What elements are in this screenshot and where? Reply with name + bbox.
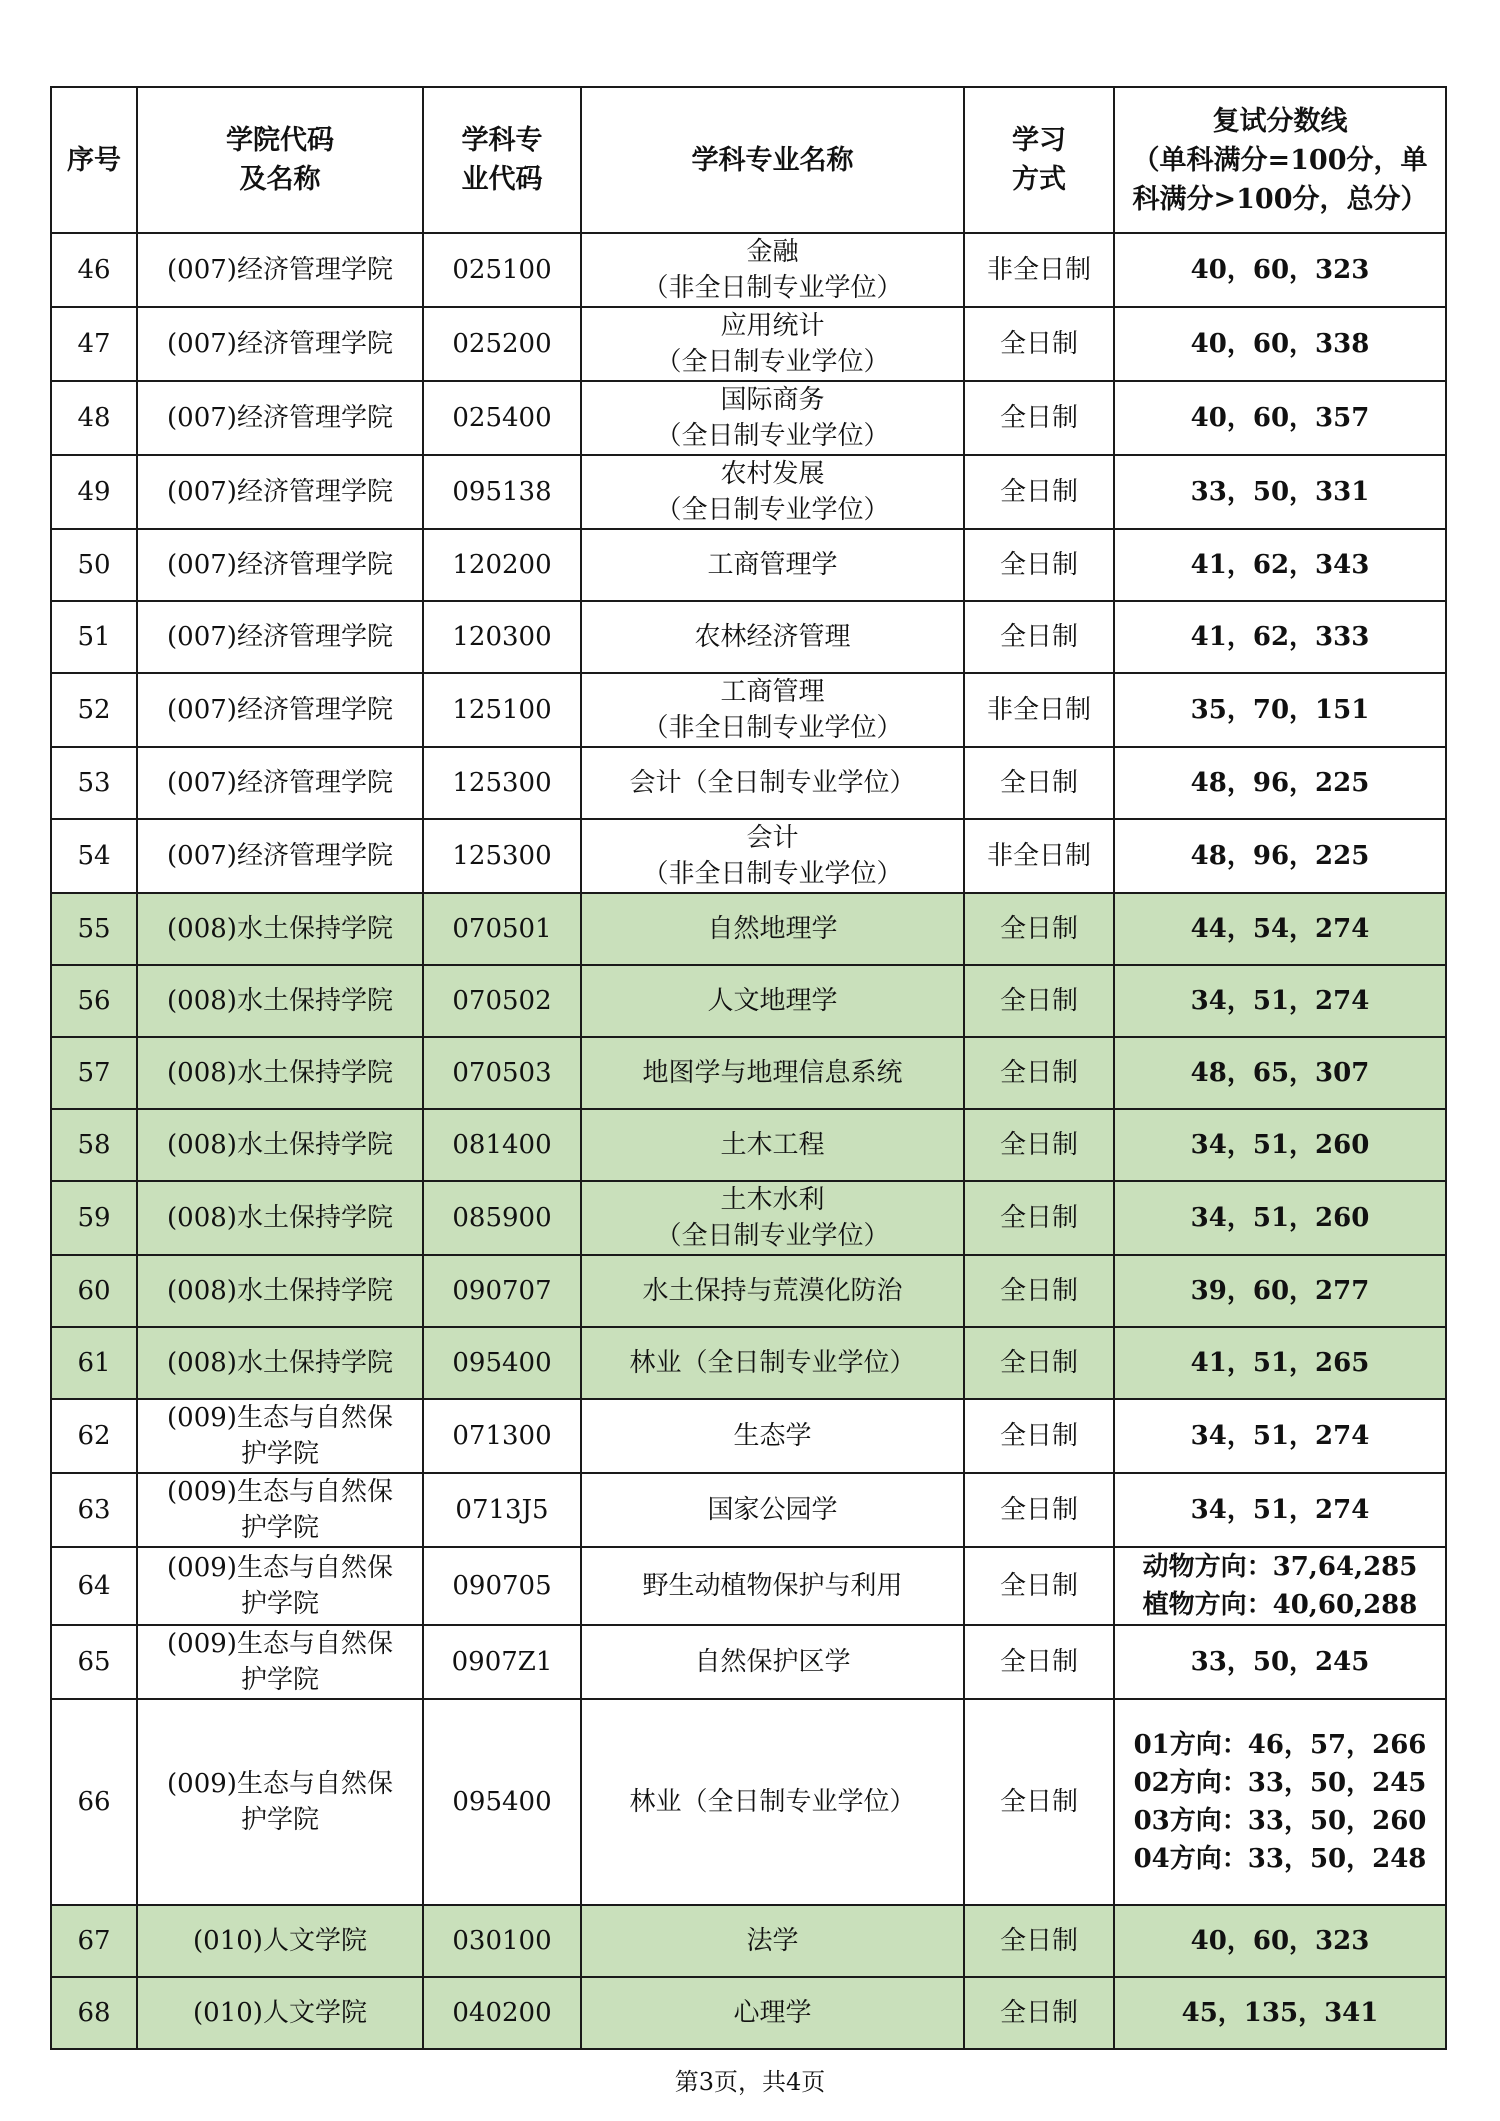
table-body: [51, 233, 1446, 2049]
cell-mode: 非全日制: [964, 673, 1114, 747]
cell-code: 125300: [423, 747, 581, 819]
cell-major-name: [581, 965, 964, 1037]
score-line: 41，62，343: [1190, 550, 1370, 580]
cell-no: 56: [51, 965, 137, 1037]
score-line: 34，51，260: [1190, 1130, 1370, 1160]
college-line: (008)水土保持学院: [167, 1058, 393, 1088]
cell-code: 125100: [423, 673, 581, 747]
college-line: (007)经济管理学院: [167, 329, 393, 359]
college-line: (009)生态与自然保: [167, 1403, 393, 1433]
cell-college: [137, 1399, 423, 1473]
major-name-line: 自然地理学: [707, 914, 838, 944]
table-row: [51, 381, 1446, 455]
score-line: 40，60，323: [1190, 255, 1370, 285]
cell-major-name: [581, 819, 964, 893]
college-line: (007)经济管理学院: [167, 403, 393, 433]
major-name-line: 农村发展: [720, 459, 825, 489]
table-row: [51, 965, 1446, 1037]
cell-score: [1114, 1109, 1446, 1181]
cell-no: 57: [51, 1037, 137, 1109]
major-name-line: （全日制专业学位）: [655, 1221, 890, 1251]
cell-score: [1114, 1255, 1446, 1327]
cell-code: 120300: [423, 601, 581, 673]
score-line: 40，60，357: [1190, 403, 1370, 433]
cell-score: [1114, 1547, 1446, 1625]
cell-major-name: [581, 1699, 964, 1905]
cell-code: 070501: [423, 893, 581, 965]
cell-no: 51: [51, 601, 137, 673]
major-name-line: （全日制专业学位）: [655, 421, 890, 451]
cell-mode: 全日制: [964, 307, 1114, 381]
major-name-line: （非全日制专业学位）: [642, 859, 903, 889]
cell-major-name: [581, 381, 964, 455]
cell-college: [137, 1327, 423, 1399]
cell-no: 50: [51, 529, 137, 601]
cell-no: 47: [51, 307, 137, 381]
cell-mode: 全日制: [964, 1473, 1114, 1547]
cell-score: [1114, 1905, 1446, 1977]
cell-college: [137, 819, 423, 893]
cell-code: 070502: [423, 965, 581, 1037]
cell-score: [1114, 455, 1446, 529]
college-line: (007)经济管理学院: [167, 695, 393, 725]
major-name-line: （全日制专业学位）: [655, 347, 890, 377]
cell-college: [137, 1699, 423, 1905]
cell-score: [1114, 747, 1446, 819]
cell-mode: 全日制: [964, 381, 1114, 455]
cell-mode: 全日制: [964, 1181, 1114, 1255]
score-line: 41，62，333: [1190, 622, 1370, 652]
cell-code: 0907Z1: [423, 1625, 581, 1699]
score-line: 04方向：33，50，248: [1133, 1844, 1427, 1874]
table-row: [51, 1037, 1446, 1109]
cell-no: 65: [51, 1625, 137, 1699]
major-name-line: 工商管理学: [707, 550, 838, 580]
cell-major-name: [581, 1109, 964, 1181]
cell-college: [137, 1109, 423, 1181]
table-row: [51, 819, 1446, 893]
score-line: 39，60，277: [1190, 1276, 1370, 1306]
major-name-line: 水土保持与荒漠化防治: [642, 1276, 903, 1306]
cell-major-name: [581, 1181, 964, 1255]
cell-major-name: [581, 747, 964, 819]
header-code-line: 学科专: [461, 125, 543, 156]
table-row: [51, 1399, 1446, 1473]
cell-college: [137, 673, 423, 747]
cell-no: 60: [51, 1255, 137, 1327]
header-name: 学科专业名称: [581, 87, 964, 233]
cell-code: 025400: [423, 381, 581, 455]
page-footer: 第3页，共4页: [674, 2068, 826, 2096]
table-row: [51, 1625, 1446, 1699]
cell-major-name: [581, 1547, 964, 1625]
cell-code: 095400: [423, 1327, 581, 1399]
cell-score: [1114, 965, 1446, 1037]
cell-college: [137, 1473, 423, 1547]
college-line: 护学院: [240, 1513, 319, 1543]
score-line: 41，51，265: [1190, 1348, 1370, 1378]
cell-score: [1114, 307, 1446, 381]
cell-college: [137, 1037, 423, 1109]
major-name-line: 土木水利: [720, 1185, 825, 1215]
cell-major-name: [581, 1037, 964, 1109]
cell-score: [1114, 1625, 1446, 1699]
cell-mode: 全日制: [964, 529, 1114, 601]
cell-major-name: [581, 673, 964, 747]
cell-mode: 全日制: [964, 1905, 1114, 1977]
cell-code: 025200: [423, 307, 581, 381]
college-line: (008)水土保持学院: [167, 986, 393, 1016]
cell-major-name: [581, 307, 964, 381]
cell-college: [137, 1547, 423, 1625]
major-name-line: 会计: [746, 823, 799, 853]
cell-major-name: [581, 1977, 964, 2049]
college-line: (008)水土保持学院: [167, 1276, 393, 1306]
cell-code: 095400: [423, 1699, 581, 1905]
cell-score: [1114, 529, 1446, 601]
header-mode-line: 方式: [1012, 164, 1066, 195]
cell-score: [1114, 1399, 1446, 1473]
cell-no: 62: [51, 1399, 137, 1473]
major-name-line: 国际商务: [720, 385, 825, 415]
table-row: [51, 1473, 1446, 1547]
college-line: (010)人文学院: [193, 1926, 367, 1956]
cell-score: [1114, 893, 1446, 965]
score-line: 01方向：46，57，266: [1133, 1730, 1427, 1760]
cell-no: 61: [51, 1327, 137, 1399]
table-row: [51, 1905, 1446, 1977]
cell-college: [137, 601, 423, 673]
cell-no: 48: [51, 381, 137, 455]
score-line: 34，51，274: [1190, 986, 1370, 1016]
cell-no: 64: [51, 1547, 137, 1625]
cell-college: [137, 455, 423, 529]
cell-college: [137, 381, 423, 455]
table-row: [51, 233, 1446, 307]
major-name-line: 金融: [746, 237, 799, 267]
table-row: [51, 673, 1446, 747]
cell-major-name: [581, 529, 964, 601]
cell-mode: 全日制: [964, 1399, 1114, 1473]
major-name-line: （非全日制专业学位）: [642, 713, 903, 743]
cell-college: [137, 747, 423, 819]
cell-code: 125300: [423, 819, 581, 893]
cell-code: 070503: [423, 1037, 581, 1109]
score-line: 动物方向：37,64,285: [1142, 1552, 1418, 1582]
cell-major-name: [581, 1905, 964, 1977]
cell-college: [137, 307, 423, 381]
college-line: 护学院: [240, 1439, 319, 1469]
cell-code: 0713J5: [423, 1473, 581, 1547]
college-line: (010)人文学院: [193, 1998, 367, 2028]
header-code: [423, 87, 581, 233]
score-line: 植物方向：40,60,288: [1142, 1590, 1418, 1620]
table-row: [51, 455, 1446, 529]
score-line: 33，50，245: [1190, 1647, 1370, 1677]
header-college-line: 学院代码: [226, 125, 334, 156]
cell-score: [1114, 1181, 1446, 1255]
cell-college: [137, 1977, 423, 2049]
cell-code: 071300: [423, 1399, 581, 1473]
major-name-line: 国家公园学: [707, 1495, 838, 1525]
header-mode-line: 学习: [1012, 125, 1066, 156]
cell-college: [137, 529, 423, 601]
cell-major-name: [581, 455, 964, 529]
header-code-line: 业代码: [461, 164, 543, 195]
table-row: [51, 1181, 1446, 1255]
cell-no: 52: [51, 673, 137, 747]
score-line: 34，51，274: [1190, 1421, 1370, 1451]
cell-major-name: [581, 1399, 964, 1473]
college-line: (009)生态与自然保: [167, 1553, 393, 1583]
college-line: (007)经济管理学院: [167, 841, 393, 871]
cell-college: [137, 965, 423, 1037]
major-name-line: 工商管理: [720, 677, 825, 707]
major-name-line: 农林经济管理: [694, 622, 851, 652]
cell-no: 49: [51, 455, 137, 529]
table-row: [51, 1255, 1446, 1327]
cell-mode: 非全日制: [964, 819, 1114, 893]
cell-no: 55: [51, 893, 137, 965]
header-score-line: 科满分>100分，总分）: [1132, 183, 1428, 215]
table-row: [51, 1327, 1446, 1399]
score-table: [50, 86, 1447, 2050]
college-line: (007)经济管理学院: [167, 255, 393, 285]
college-line: (007)经济管理学院: [167, 477, 393, 507]
score-line: 48，96，225: [1190, 841, 1370, 871]
cell-mode: 全日制: [964, 1977, 1114, 2049]
header-mode: [964, 87, 1114, 233]
cell-mode: 全日制: [964, 1255, 1114, 1327]
cell-mode: 全日制: [964, 1327, 1114, 1399]
cell-college: [137, 893, 423, 965]
college-line: (008)水土保持学院: [167, 1130, 393, 1160]
cell-no: 59: [51, 1181, 137, 1255]
cell-code: 085900: [423, 1181, 581, 1255]
cell-code: 025100: [423, 233, 581, 307]
header-college: [137, 87, 423, 233]
college-line: (009)生态与自然保: [167, 1629, 393, 1659]
cell-mode: 全日制: [964, 1547, 1114, 1625]
cell-mode: 全日制: [964, 601, 1114, 673]
cell-code: 081400: [423, 1109, 581, 1181]
cell-no: 53: [51, 747, 137, 819]
college-line: 护学院: [240, 1805, 319, 1835]
cell-code: 040200: [423, 1977, 581, 2049]
cell-mode: 全日制: [964, 1037, 1114, 1109]
cell-score: [1114, 601, 1446, 673]
cell-code: 090707: [423, 1255, 581, 1327]
score-line: 34，51，260: [1190, 1203, 1370, 1233]
cell-college: [137, 1905, 423, 1977]
college-line: (007)经济管理学院: [167, 550, 393, 580]
table-row: [51, 1699, 1446, 1905]
score-line: 02方向：33，50，245: [1133, 1768, 1427, 1798]
header-score-line: 复试分数线: [1212, 105, 1348, 137]
major-name-line: 应用统计: [720, 311, 825, 341]
cell-score: [1114, 673, 1446, 747]
table-row: [51, 1109, 1446, 1181]
cell-code: 030100: [423, 1905, 581, 1977]
score-line: 40，60，323: [1190, 1926, 1370, 1956]
major-name-line: 林业（全日制专业学位）: [629, 1787, 916, 1817]
cell-code: 090705: [423, 1547, 581, 1625]
cell-mode: 全日制: [964, 965, 1114, 1037]
score-line: 34，51，274: [1190, 1495, 1370, 1525]
cell-major-name: [581, 1255, 964, 1327]
major-name-line: 心理学: [733, 1998, 812, 2028]
cell-mode: 非全日制: [964, 233, 1114, 307]
college-line: 护学院: [240, 1665, 319, 1695]
cell-no: 46: [51, 233, 137, 307]
score-line: 03方向：33，50，260: [1133, 1806, 1427, 1836]
score-line: 48，96，225: [1190, 768, 1370, 798]
score-line: 40，60，338: [1190, 329, 1370, 359]
major-name-line: 林业（全日制专业学位）: [629, 1348, 916, 1378]
score-line: 35，70，151: [1190, 695, 1370, 725]
score-line: 45，135，341: [1181, 1998, 1379, 2028]
cell-code: 095138: [423, 455, 581, 529]
major-name-line: 土木工程: [720, 1130, 825, 1160]
table-row: [51, 1977, 1446, 2049]
cell-no: 58: [51, 1109, 137, 1181]
major-name-line: 生态学: [733, 1421, 812, 1451]
table-row: [51, 893, 1446, 965]
header-score-line: （单科满分=100分，单: [1132, 144, 1428, 176]
table-row: [51, 747, 1446, 819]
header-no: 序号: [51, 87, 137, 233]
cell-college: [137, 1255, 423, 1327]
college-line: 护学院: [240, 1589, 319, 1619]
cell-college: [137, 1181, 423, 1255]
college-line: (008)水土保持学院: [167, 1203, 393, 1233]
major-name-line: 野生动植物保护与利用: [642, 1571, 903, 1601]
cell-score: [1114, 1977, 1446, 2049]
college-line: (009)生态与自然保: [167, 1769, 393, 1799]
table-row: [51, 1547, 1446, 1625]
cell-score: [1114, 1473, 1446, 1547]
college-line: (008)水土保持学院: [167, 1348, 393, 1378]
cell-score: [1114, 819, 1446, 893]
cell-no: 63: [51, 1473, 137, 1547]
cell-major-name: [581, 233, 964, 307]
table-row: [51, 529, 1446, 601]
college-line: (008)水土保持学院: [167, 914, 393, 944]
cell-score: [1114, 233, 1446, 307]
major-name-line: 会计（全日制专业学位）: [629, 768, 916, 798]
table-header: [51, 87, 1446, 233]
cell-major-name: [581, 1327, 964, 1399]
score-line: 44，54，274: [1190, 914, 1370, 944]
cell-no: 54: [51, 819, 137, 893]
major-name-line: 地图学与地理信息系统: [642, 1058, 903, 1088]
cell-mode: 全日制: [964, 1625, 1114, 1699]
table-row: [51, 307, 1446, 381]
cell-score: [1114, 1037, 1446, 1109]
cell-college: [137, 1625, 423, 1699]
cell-college: [137, 233, 423, 307]
cell-major-name: [581, 601, 964, 673]
cell-code: 120200: [423, 529, 581, 601]
cell-mode: 全日制: [964, 893, 1114, 965]
cell-mode: 全日制: [964, 1699, 1114, 1905]
score-line: 48，65，307: [1190, 1058, 1370, 1088]
cell-score: [1114, 1327, 1446, 1399]
major-name-line: （非全日制专业学位）: [642, 273, 903, 303]
college-line: (009)生态与自然保: [167, 1477, 393, 1507]
cell-score: [1114, 381, 1446, 455]
cell-major-name: [581, 1625, 964, 1699]
cell-major-name: [581, 893, 964, 965]
college-line: (007)经济管理学院: [167, 768, 393, 798]
major-name-line: 人文地理学: [707, 986, 838, 1016]
table-row: [51, 601, 1446, 673]
college-line: (007)经济管理学院: [167, 622, 393, 652]
header-row: [51, 87, 1446, 233]
cell-no: 66: [51, 1699, 137, 1905]
cell-mode: 全日制: [964, 455, 1114, 529]
cell-no: 67: [51, 1905, 137, 1977]
major-name-line: （全日制专业学位）: [655, 495, 890, 525]
header-score: [1114, 87, 1446, 233]
cell-mode: 全日制: [964, 1109, 1114, 1181]
cell-score: [1114, 1699, 1446, 1905]
cell-mode: 全日制: [964, 747, 1114, 819]
score-line: 33，50，331: [1190, 477, 1370, 507]
cell-no: 68: [51, 1977, 137, 2049]
major-name-line: 法学: [746, 1926, 799, 1956]
cell-major-name: [581, 1473, 964, 1547]
header-college-line: 及名称: [239, 164, 321, 195]
major-name-line: 自然保护区学: [694, 1647, 851, 1677]
